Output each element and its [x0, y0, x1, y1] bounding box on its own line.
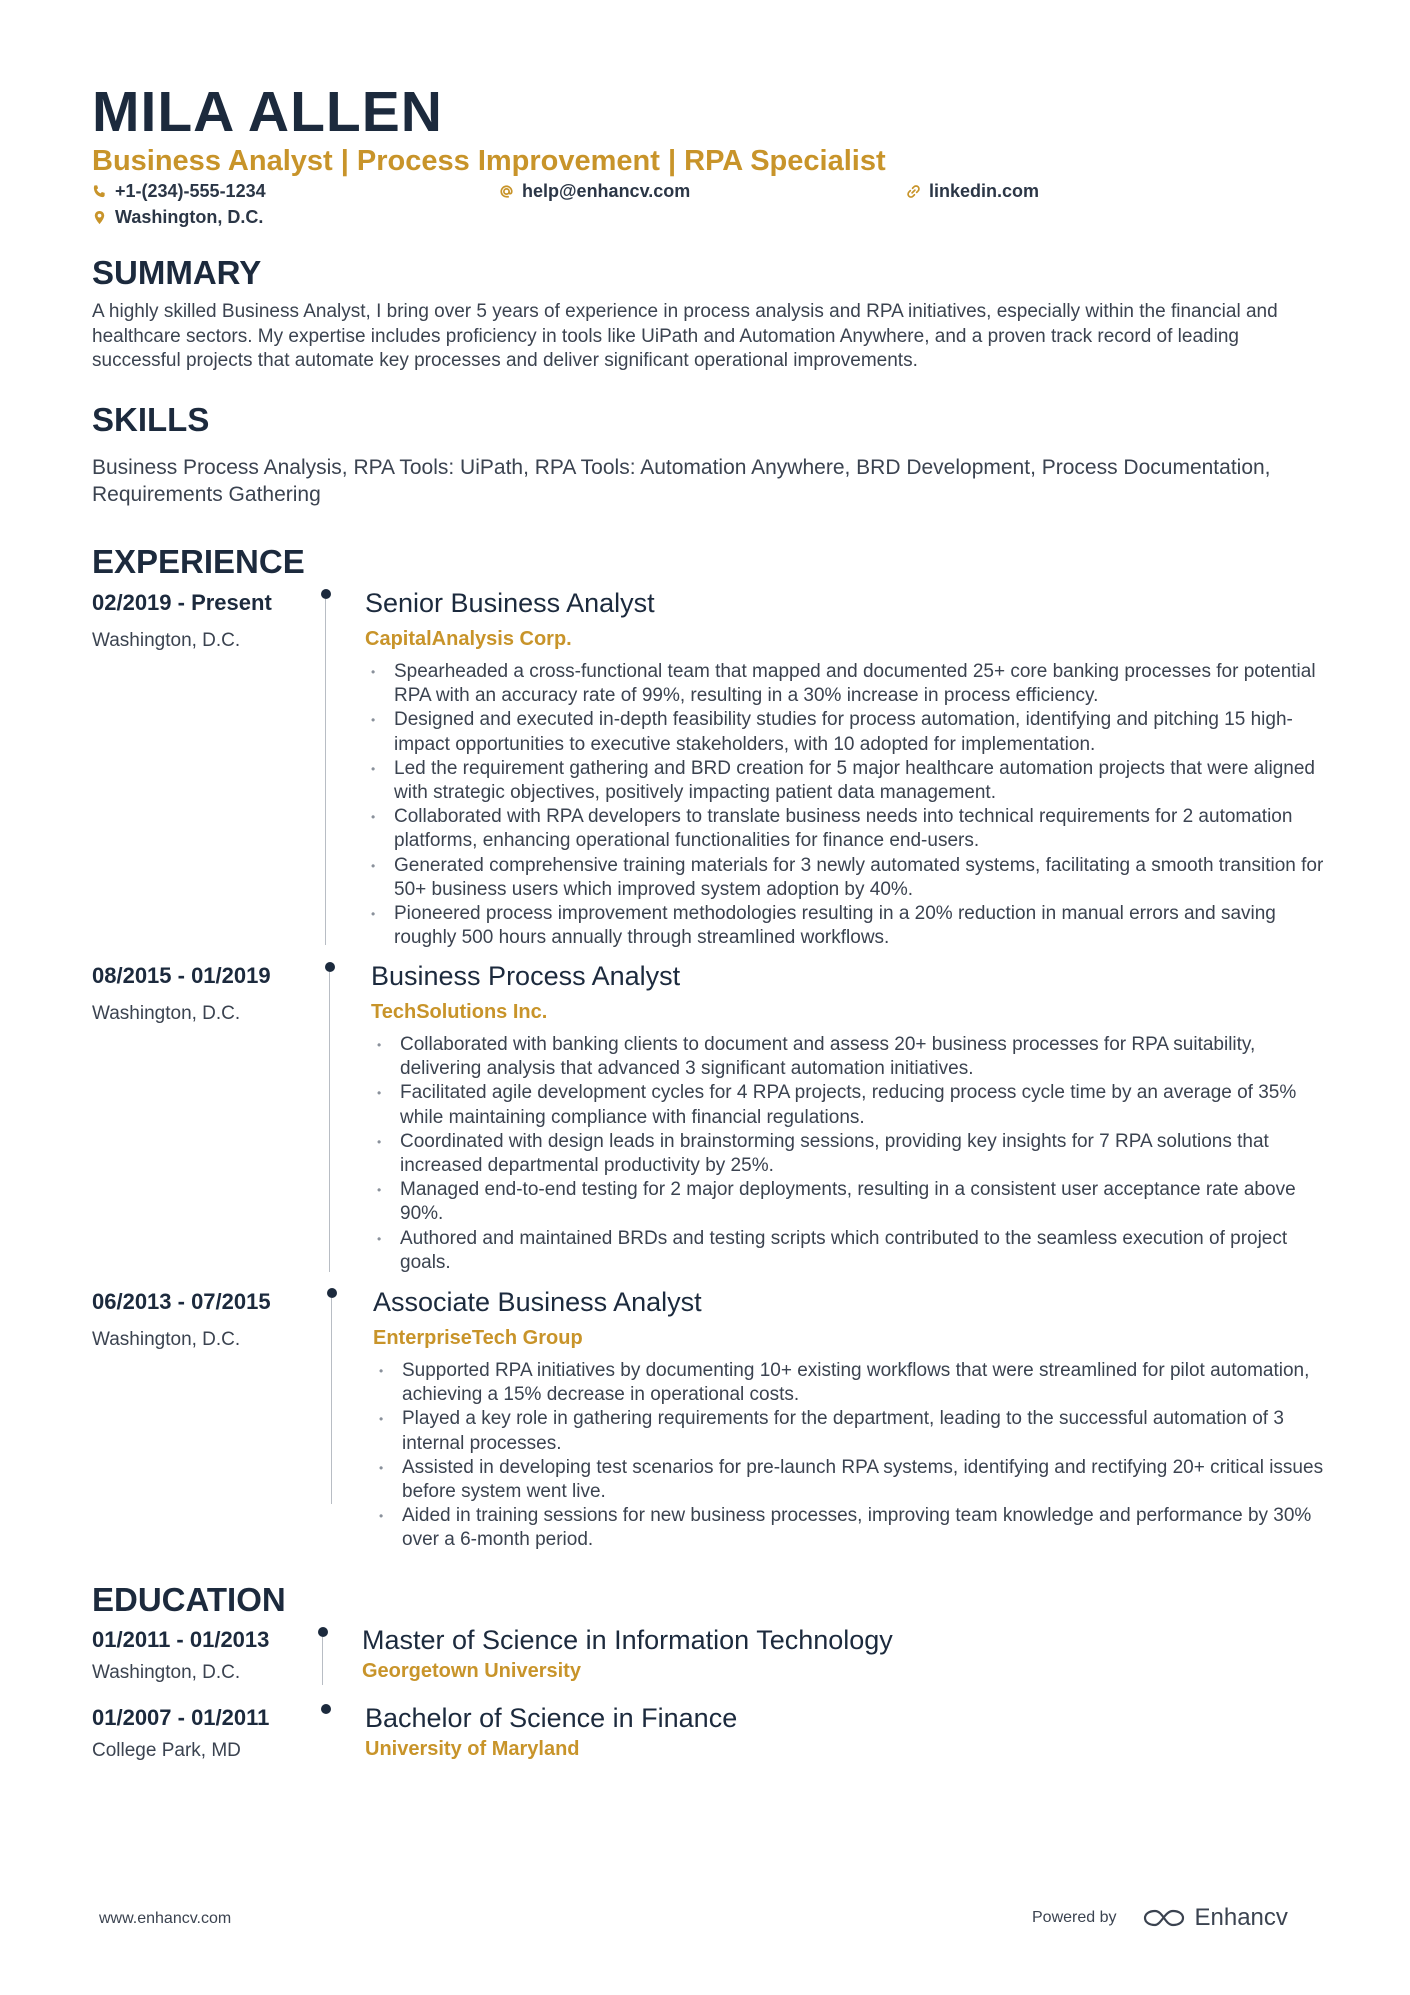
education-dates: 01/2007 - 01/2011: [92, 1705, 270, 1730]
job-bullet: • Managed end-to-end testing for 2 major deployments, resulting in a consistent user acceptance rate above 90%.: [371, 1178, 1331, 1226]
brand-logo: [1141, 1904, 1288, 1932]
education-degree: Bachelor of Science in Finance: [365, 1703, 738, 1733]
timeline-dot: [318, 1627, 328, 1637]
job-dates: 06/2013 - 07/2015: [92, 1289, 271, 1314]
job-title: Senior Business Analyst: [365, 588, 655, 618]
timeline-dot: [321, 1704, 331, 1714]
footer-website[interactable]: www.enhancv.com: [99, 1910, 232, 1927]
footer-branding[interactable]: [1032, 1904, 1288, 1932]
phone-icon: [92, 184, 107, 199]
job-bullet: • Designed and executed in-depth feasibility studies for process automation, identifying and pitching 15 high-impact opportunities to executive stakeholders, with 10 adopted for implementation.: [365, 708, 1325, 756]
job-company: CapitalAnalysis Corp.: [365, 628, 572, 650]
experience-title: EXPERIENCE: [92, 543, 305, 580]
job-dates: 02/2019 - Present: [92, 590, 272, 615]
education-dates: 01/2011 - 01/2013: [92, 1627, 270, 1652]
brand-name: Enhancv: [1194, 1904, 1288, 1931]
email-text: help@enhancv.com: [522, 181, 691, 201]
job-location: Washington, D.C.: [92, 1003, 241, 1024]
summary-title: SUMMARY: [92, 254, 262, 291]
candidate-headline: Business Analyst | Process Improvement | RPA Specialist: [92, 145, 886, 177]
job-bullet: • Coordinated with design leads in brainstorming sessions, providing key insights for 7 RPA solutions that increased departmental productivity by 25%.: [371, 1130, 1331, 1178]
job-dates: 08/2015 - 01/2019: [92, 963, 271, 988]
job-bullets: [365, 660, 1325, 950]
education-title: EDUCATION: [92, 1581, 286, 1618]
education-degree: Master of Science in Information Technology: [362, 1625, 893, 1655]
job-bullet: • Authored and maintained BRDs and testing scripts which contributed to the seamless execution of project goals.: [371, 1227, 1331, 1275]
education-school: Georgetown University: [362, 1660, 581, 1682]
job-bullets: [371, 1033, 1331, 1275]
location-pin-icon: [92, 210, 107, 225]
job-bullet: • Pioneered process improvement methodologies resulting in a 20% reduction in manual errors and saving roughly 500 hours annually through streamlined workflows.: [365, 902, 1325, 950]
job-bullet: • Collaborated with banking clients to document and assess 20+ business processes for RPA suitability, delivering analysis that advanced 3 significant automation initiatives.: [371, 1033, 1331, 1081]
contact-linkedin[interactable]: [906, 181, 1039, 202]
at-icon: [499, 184, 514, 199]
job-title: Business Process Analyst: [371, 961, 681, 991]
contact-location: [92, 207, 263, 228]
skills-text: Business Process Analysis, RPA Tools: UiPath, RPA Tools: Automation Anywhere, BRD Development, Process Documentation, Requirements Gathering: [92, 456, 1271, 506]
location-text: Washington, D.C.: [115, 207, 264, 227]
contact-phone[interactable]: [92, 181, 266, 202]
job-bullet: • Led the requirement gathering and BRD creation for 5 major healthcare automation projects that were aligned with strategic objectives, positively impacting patient data management.: [365, 757, 1325, 805]
job-bullet: • Aided in training sessions for new business processes, improving team knowledge and performance by 30% over a 6-month period.: [373, 1504, 1333, 1552]
job-bullet: • Assisted in developing test scenarios for pre-launch RPA systems, identifying and rectifying 20+ critical issues before system went live.: [373, 1456, 1333, 1504]
timeline-line: [329, 972, 330, 1272]
timeline-line: [325, 599, 326, 945]
linkedin-text: linkedin.com: [929, 181, 1040, 201]
job-bullet: • Played a key role in gathering requirements for the department, leading to the successful automation of 3 internal processes.: [373, 1407, 1333, 1455]
contact-email[interactable]: [499, 181, 690, 202]
job-location: Washington, D.C.: [92, 630, 241, 651]
job-bullet: • Spearheaded a cross-functional team that mapped and documented 25+ core banking processes for potential RPA with an accuracy rate of 99%, resulting in a 30% increase in process efficiency.: [365, 660, 1325, 708]
candidate-name: MILA ALLEN: [92, 80, 443, 144]
job-company: EnterpriseTech Group: [373, 1327, 583, 1349]
job-bullet: • Supported RPA initiatives by documenting 10+ existing workflows that were streamlined for pilot automation, achieving a 15% decrease in operational costs.: [373, 1359, 1333, 1407]
job-bullet: • Facilitated agile development cycles for 4 RPA projects, reducing process cycle time by an average of 35% while maintaining compliance with financial regulations.: [371, 1081, 1331, 1129]
link-icon: [906, 184, 921, 199]
timeline-dot: [321, 589, 331, 599]
job-company: TechSolutions Inc.: [371, 1001, 548, 1023]
enhancv-logo-icon: [1141, 1906, 1187, 1930]
timeline-dot: [327, 1288, 337, 1298]
job-location: Washington, D.C.: [92, 1329, 241, 1350]
job-bullets: [373, 1359, 1333, 1553]
education-location: Washington, D.C.: [92, 1662, 241, 1683]
powered-by-label: Powered by: [1032, 1909, 1117, 1926]
job-title: Associate Business Analyst: [373, 1287, 702, 1317]
timeline-dot: [325, 962, 335, 972]
job-bullet: • Generated comprehensive training materials for 3 newly automated systems, facilitating a smooth transition for 50+ business users which improved system adoption by 40%.: [365, 854, 1325, 902]
phone-text: +1-(234)-555-1234: [115, 181, 266, 201]
education-school: University of Maryland: [365, 1738, 580, 1760]
timeline-line: [322, 1637, 323, 1685]
job-bullet: • Collaborated with RPA developers to translate business needs into technical requirements for 2 automation platforms, enhancing operational functionalities for finance end-users.: [365, 805, 1325, 853]
education-location: College Park, MD: [92, 1740, 241, 1761]
skills-title: SKILLS: [92, 401, 210, 438]
summary-text: A highly skilled Business Analyst, I bring over 5 years of experience in process analysis and RPA initiatives, especially within the financial and healthcare sectors. My expertise includes proficiency in tools like UiPath and Automation Anywhere, and a proven track record of leading successful projects that automate key processes and deliver significant operational improvements.: [92, 301, 1278, 371]
timeline-line: [331, 1298, 332, 1504]
